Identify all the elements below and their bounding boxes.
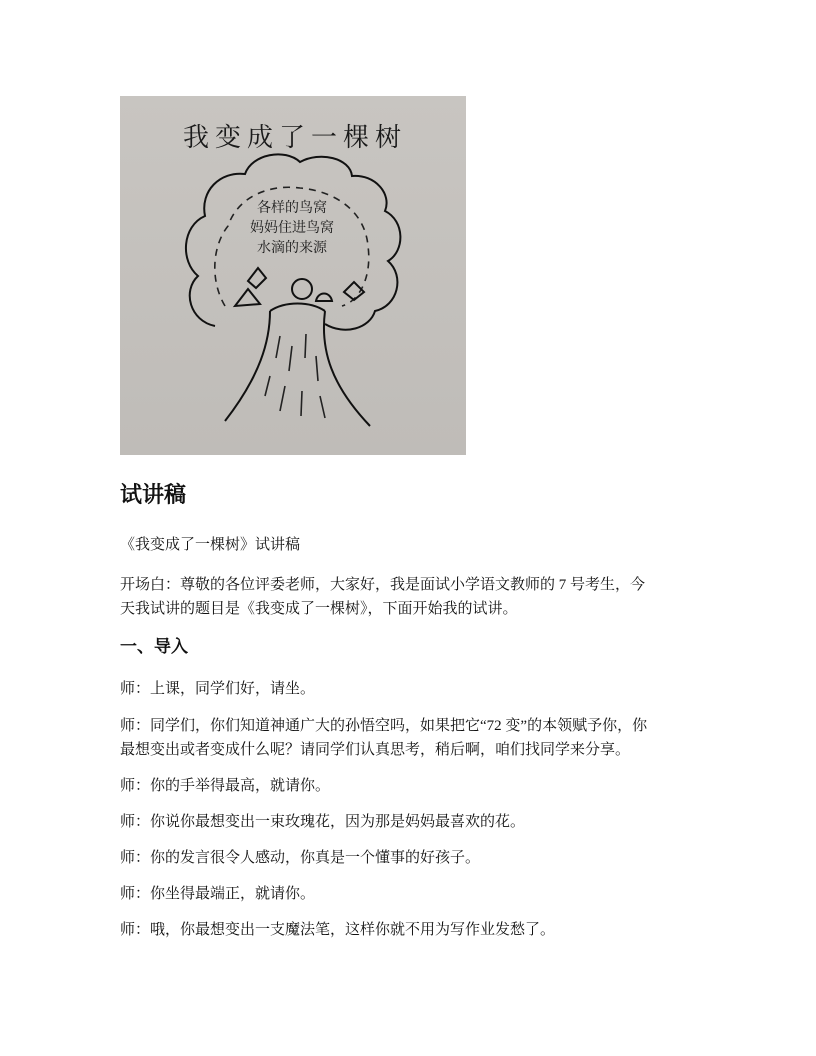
sketch-title: 我变成了一棵树 (182, 123, 408, 153)
dialogue-line: 师：你说你最想变出一束玫瑰花，因为那是妈妈最喜欢的花。 (120, 814, 526, 830)
trunk-top (270, 304, 325, 312)
nest-shape (235, 289, 260, 306)
nest-shape (316, 294, 332, 302)
dialogue-line: 师：上课，同学们好，请坐。 (120, 681, 316, 697)
sketch-note: 水滴的来源 (257, 240, 327, 256)
dialogue-line: 最想变出或者变成什么呢？请同学们认真思考，稍后啊，咱们找同学来分享。 (120, 742, 631, 758)
dialogue-line: 师：你坐得最端正，就请你。 (120, 886, 316, 902)
dialogue-line: 师：同学们，你们知道神通广大的孙悟空吗，如果把它“72 变”的本领赋予你，你 (120, 718, 648, 734)
subtitle: 《我变成了一棵树》试讲稿 (120, 537, 301, 553)
dialogue-line: 师：你的发言很令人感动，你真是一个懂事的好孩子。 (120, 850, 481, 866)
nest-shape (292, 279, 312, 299)
sketch-note: 妈妈住进鸟窝 (250, 220, 334, 236)
section-heading: 一、导入 (120, 637, 188, 657)
page-title: 试讲稿 (120, 483, 187, 508)
trunk-outline (225, 311, 370, 426)
tree-sketch-image (120, 96, 466, 455)
opening-line-1: 开场白：尊敬的各位评委老师，大家好，我是面试小学语文教师的 7 号考生，今 (120, 577, 646, 593)
sketch-note: 各样的鸟窝 (257, 200, 327, 216)
nest-shape (248, 268, 266, 288)
tree-drawing (120, 96, 466, 455)
trunk-texture (265, 334, 325, 418)
opening-line-2: 天我试讲的题目是《我变成了一棵树》，下面开始我的试讲。 (120, 601, 518, 617)
dialogue-line: 师：你的手举得最高，就请你。 (120, 778, 331, 794)
dialogue-line: 师：哦，你最想变出一支魔法笔，这样你就不用为写作业发愁了。 (120, 922, 556, 938)
